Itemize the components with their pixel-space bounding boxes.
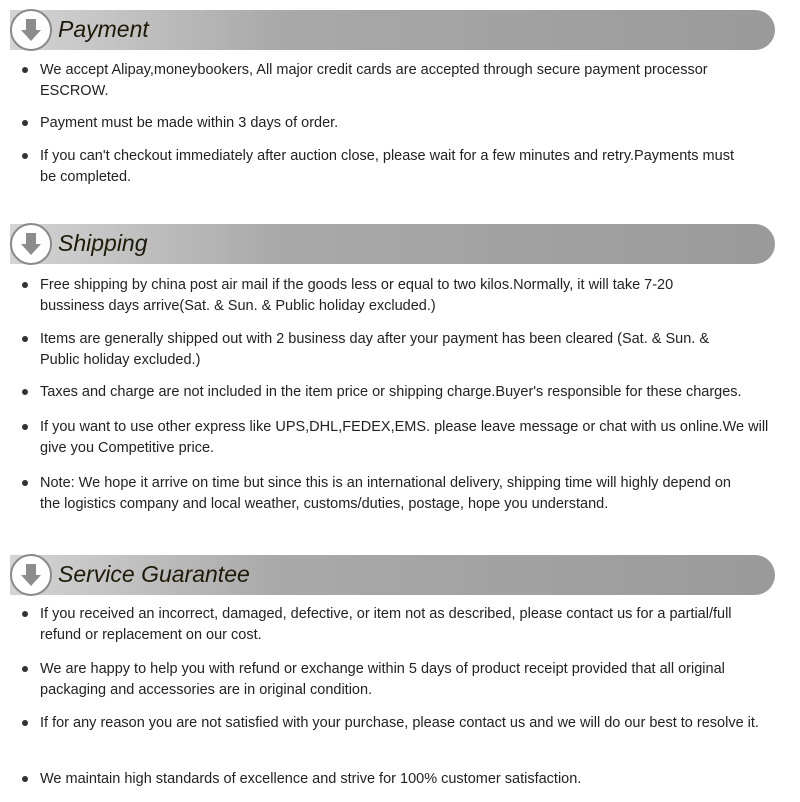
list-item: We accept Alipay,moneybookers, All major credit cards are accepted through secure payment processor ESCROW. <box>40 60 750 102</box>
section-title: Service Guarantee <box>58 561 250 587</box>
list-item: If you can't checkout immediately after auction close, please wait for a few minutes and retry.Payments must be completed. <box>40 146 740 188</box>
section-title: Shipping <box>58 230 148 256</box>
down-arrow-icon <box>10 554 52 596</box>
list-item: If you received an incorrect, damaged, defective, or item not as described, please contact us for a partial/full refund or replacement on our cost. <box>40 604 775 646</box>
list-item: Taxes and charge are not included in the item price or shipping charge.Buyer's responsible for these charges. <box>40 382 790 403</box>
service-guarantee-header <box>10 555 775 595</box>
payment-header <box>10 10 775 50</box>
list-item: Note: We hope it arrive on time but since this is an international delivery, shipping time will highly depend on the logistics company and local weather, customs/duties, postage, hope you understand. <box>40 473 750 515</box>
list-item: If for any reason you are not satisfied with your purchase, please contact us and we will do our best to resolve it. <box>40 713 785 734</box>
list-item: We are happy to help you with refund or exchange within 5 days of product receipt provided that all original packaging and accessories are in original condition. <box>40 659 770 701</box>
list-item: Items are generally shipped out with 2 business day after your payment has been cleared (Sat. & Sun. & Public holiday excluded.) <box>40 329 750 371</box>
down-arrow-icon <box>10 9 52 51</box>
list-item: Free shipping by china post air mail if the goods less or equal to two kilos.Normally, it will take 7-20 bussiness days arrive(Sat. & Sun. & Public holiday excluded.) <box>40 275 730 317</box>
list-item: Payment must be made within 3 days of order. <box>40 113 775 134</box>
list-item: We maintain high standards of excellence and strive for 100% customer satisfaction. <box>40 769 775 790</box>
down-arrow-icon <box>10 223 52 265</box>
list-item: If you want to use other express like UPS,DHL,FEDEX,EMS. please leave message or chat with us online.We will give you Competitive price. <box>40 417 785 459</box>
shipping-header <box>10 224 775 264</box>
section-title: Payment <box>58 16 149 42</box>
